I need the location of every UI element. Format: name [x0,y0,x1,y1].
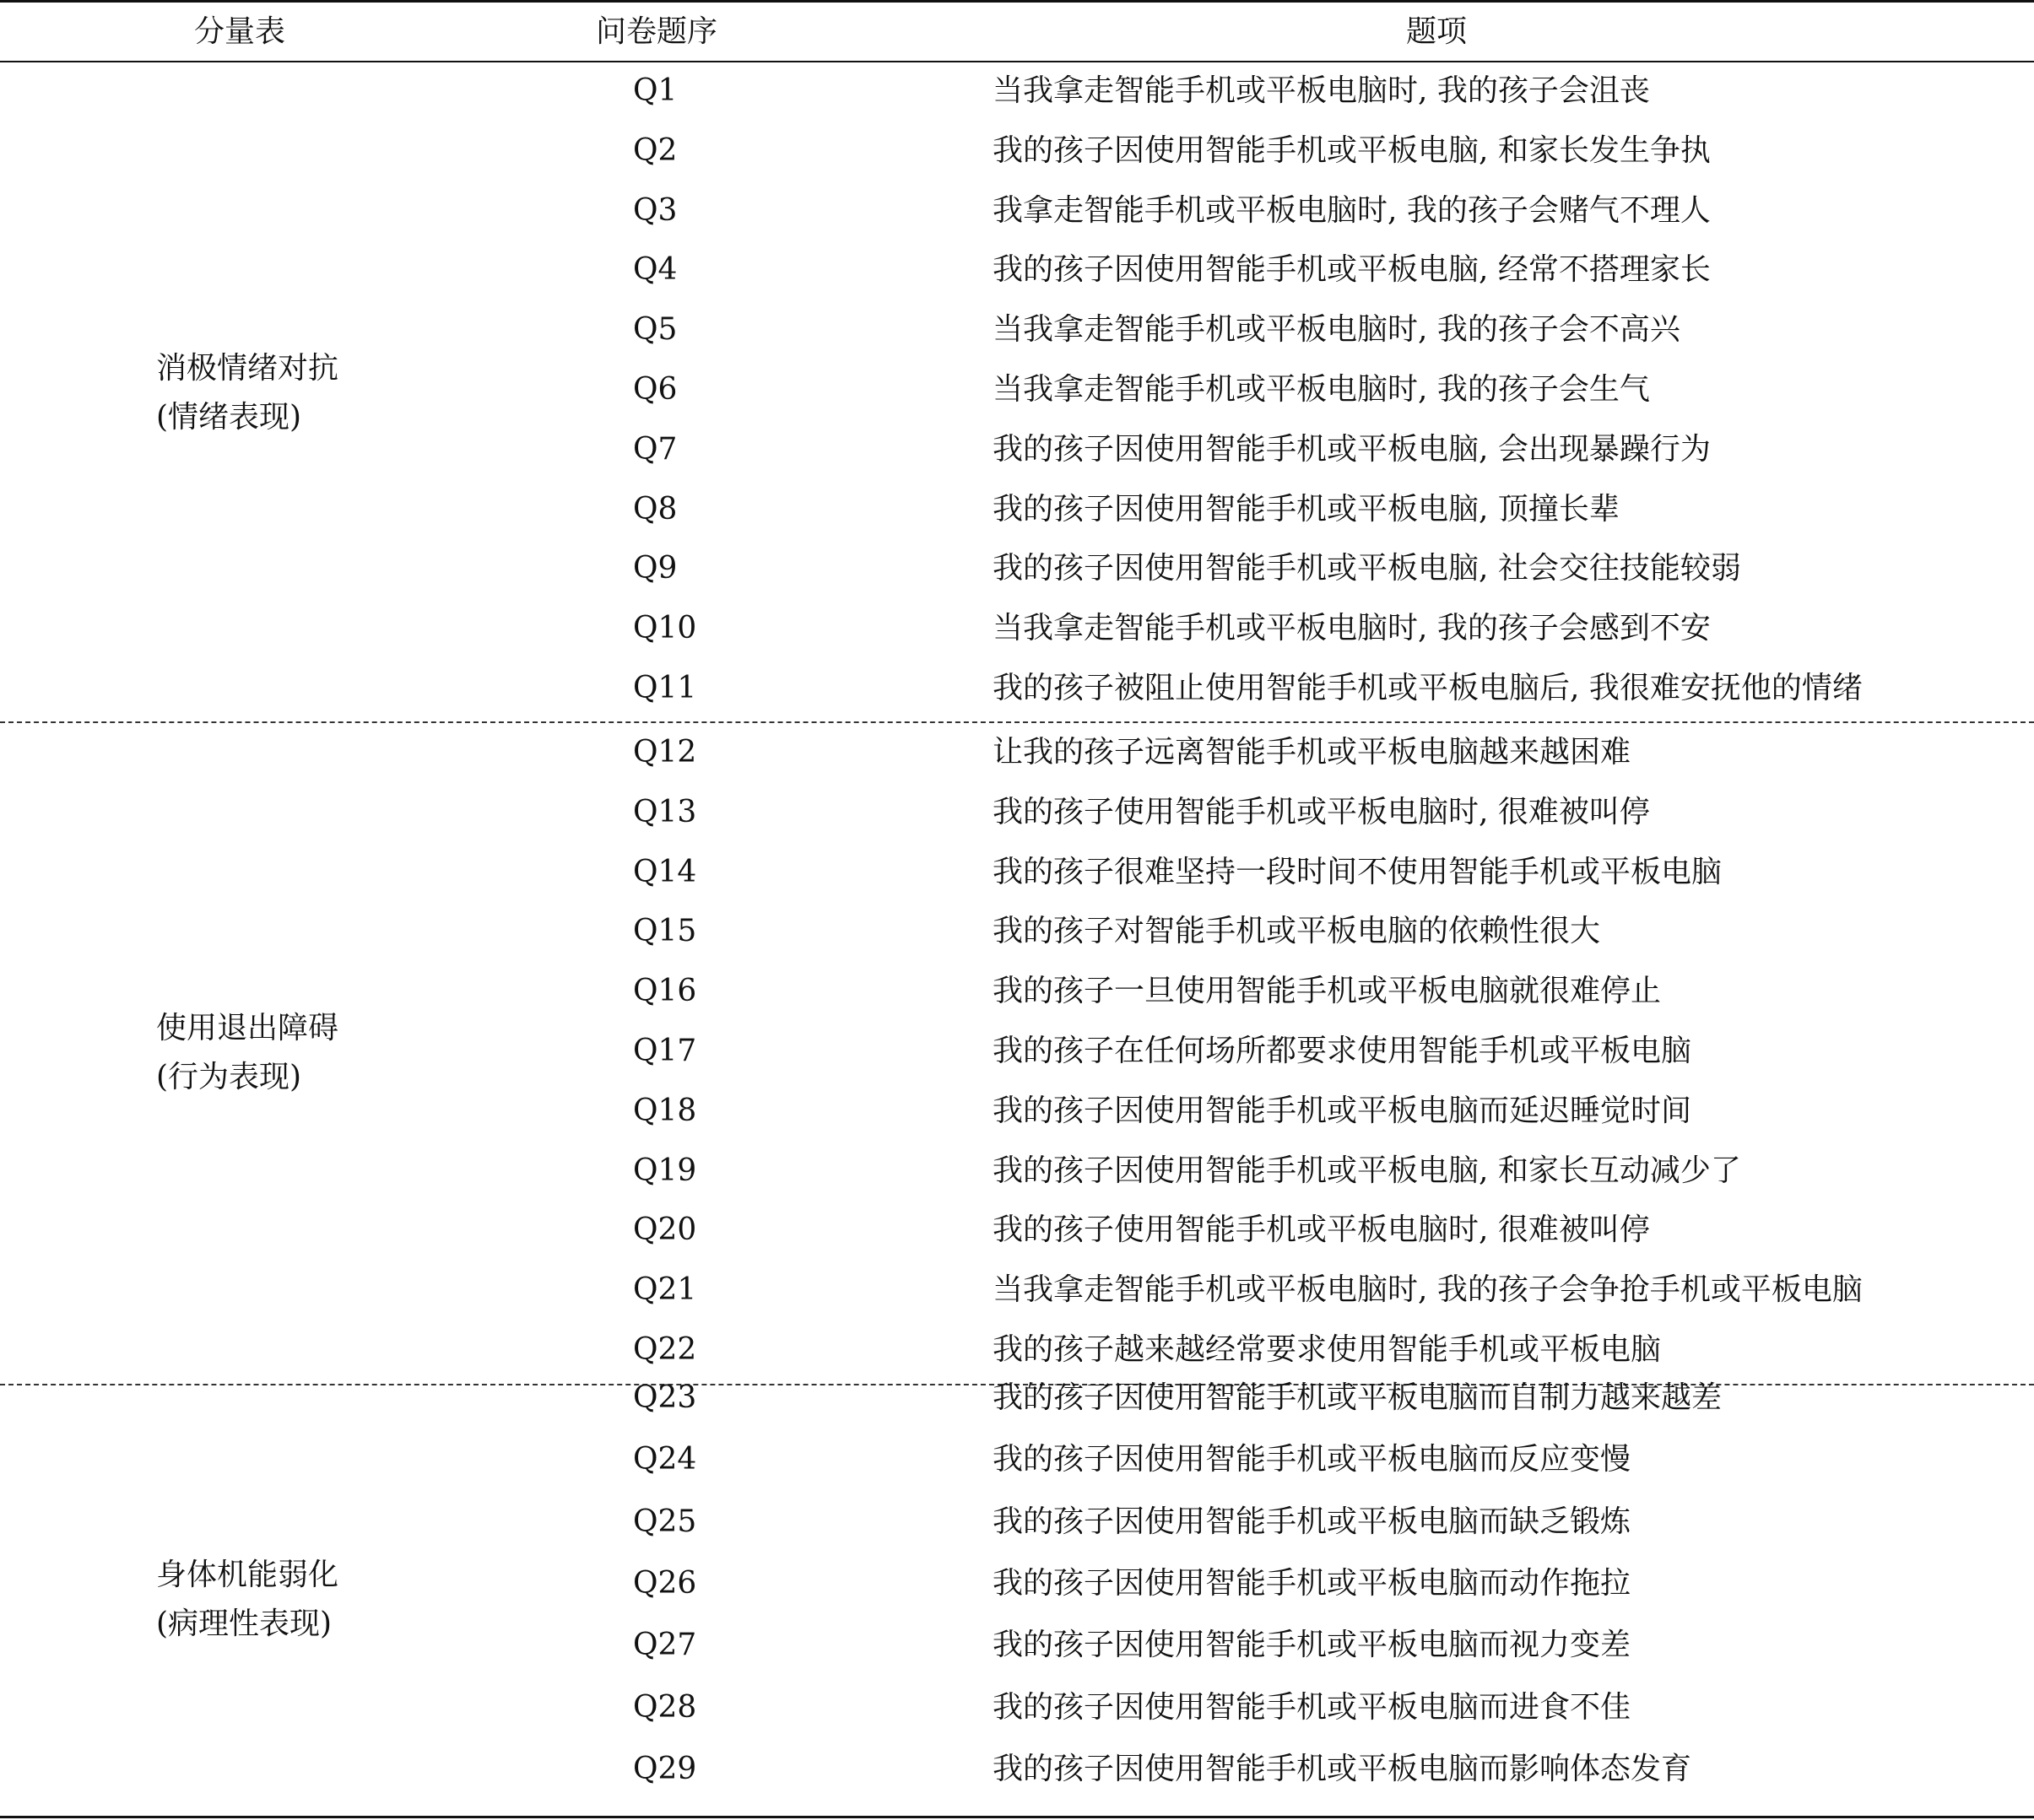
question-id: Q6 [633,372,678,407]
question-id: Q17 [633,1034,697,1068]
question-text: 我的孩子因使用智能手机或平板电脑而视力变差 [993,1628,1631,1663]
question-id: Q11 [633,671,697,705]
question-id: Q12 [633,735,697,770]
question-text: 我的孩子因使用智能手机或平板电脑而自制力越来越差 [993,1380,1723,1415]
question-text: 我的孩子使用智能手机或平板电脑时, 很难被叫停 [993,794,1650,829]
header-subscale: 分量表 [194,14,286,49]
question-text: 我的孩子因使用智能手机或平板电脑而反应变慢 [993,1442,1631,1477]
group-separator [0,721,2034,723]
question-text: 我的孩子很难坚持一段时间不使用智能手机或平板电脑 [993,854,1723,889]
question-id: Q28 [633,1689,697,1725]
question-id: Q7 [633,431,678,467]
question-id: Q20 [633,1212,697,1248]
subscale-name: 身体机能弱化 [156,1558,339,1592]
question-text: 让我的孩子远离智能手机或平板电脑越来越困难 [993,735,1631,770]
table-top-rule [0,0,2034,3]
question-id: Q10 [633,611,697,646]
question-text: 我的孩子因使用智能手机或平板电脑, 和家长发生争执 [993,132,1711,168]
question-text: 当我拿走智能手机或平板电脑时, 我的孩子会不高兴 [993,312,1680,348]
question-id: Q2 [633,132,678,168]
question-text: 我的孩子因使用智能手机或平板电脑, 经常不搭理家长 [993,252,1711,288]
subscale-name: 消极情绪对抗 [156,351,339,386]
subscale-name: 使用退出障碍 [156,1011,339,1045]
subscale-subtitle: (行为表现) [156,1060,302,1094]
question-text: 我拿走智能手机或平板电脑时, 我的孩子会赌气不理人 [993,192,1711,228]
question-text: 我的孩子因使用智能手机或平板电脑而延迟睡觉时间 [993,1093,1692,1128]
question-text: 当我拿走智能手机或平板电脑时, 我的孩子会感到不安 [993,611,1711,646]
question-id: Q3 [633,192,678,228]
question-text: 我的孩子对智能手机或平板电脑的依赖性很大 [993,914,1601,949]
question-id: Q8 [633,491,678,527]
question-id: Q15 [633,914,697,949]
question-id: Q16 [633,974,697,1009]
question-id: Q26 [633,1565,697,1601]
question-id: Q23 [633,1380,697,1415]
question-id: Q13 [633,794,697,829]
question-id: Q4 [633,252,678,288]
question-text: 我的孩子因使用智能手机或平板电脑, 社会交往技能较弱 [993,551,1741,586]
question-text: 我的孩子因使用智能手机或平板电脑而影响体态发育 [993,1751,1692,1786]
question-id: Q27 [633,1628,697,1663]
question-id: Q24 [633,1442,697,1477]
question-text: 我的孩子在任何场所都要求使用智能手机或平板电脑 [993,1034,1692,1068]
question-text: 我的孩子因使用智能手机或平板电脑, 顶撞长辈 [993,491,1620,527]
question-text: 我的孩子一旦使用智能手机或平板电脑就很难停止 [993,974,1662,1009]
question-text: 我的孩子使用智能手机或平板电脑时, 很难被叫停 [993,1212,1650,1248]
question-id: Q1 [633,73,678,108]
question-id: Q29 [633,1751,697,1786]
question-text: 我的孩子因使用智能手机或平板电脑而动作拖拉 [993,1565,1631,1601]
question-text: 我的孩子越来越经常要求使用智能手机或平板电脑 [993,1332,1662,1367]
question-id: Q14 [633,854,697,889]
question-id: Q18 [633,1093,697,1128]
question-id: Q9 [633,551,678,586]
question-text: 当我拿走智能手机或平板电脑时, 我的孩子会争抢手机或平板电脑 [993,1272,1863,1308]
subscale-subtitle: (情绪表现) [156,400,302,435]
header-question-order: 问卷题序 [596,14,718,49]
question-text: 当我拿走智能手机或平板电脑时, 我的孩子会生气 [993,372,1650,407]
question-text: 我的孩子被阻止使用智能手机或平板电脑后, 我很难安抚他的情绪 [993,671,1863,705]
question-text: 我的孩子因使用智能手机或平板电脑而进食不佳 [993,1689,1631,1725]
table-header-rule [0,61,2034,62]
question-id: Q21 [633,1272,697,1308]
question-text: 我的孩子因使用智能手机或平板电脑而缺乏锻炼 [993,1504,1631,1539]
question-text: 当我拿走智能手机或平板电脑时, 我的孩子会沮丧 [993,73,1650,108]
header-item: 题项 [1406,14,1468,49]
question-text: 我的孩子因使用智能手机或平板电脑, 和家长互动减少了 [993,1153,1741,1188]
table-bottom-rule [0,1816,2034,1818]
question-id: Q25 [633,1504,697,1539]
question-id: Q19 [633,1153,697,1188]
subscale-subtitle: (病理性表现) [156,1607,333,1641]
question-id: Q22 [633,1332,697,1367]
question-id: Q5 [633,312,678,348]
question-text: 我的孩子因使用智能手机或平板电脑, 会出现暴躁行为 [993,431,1711,467]
